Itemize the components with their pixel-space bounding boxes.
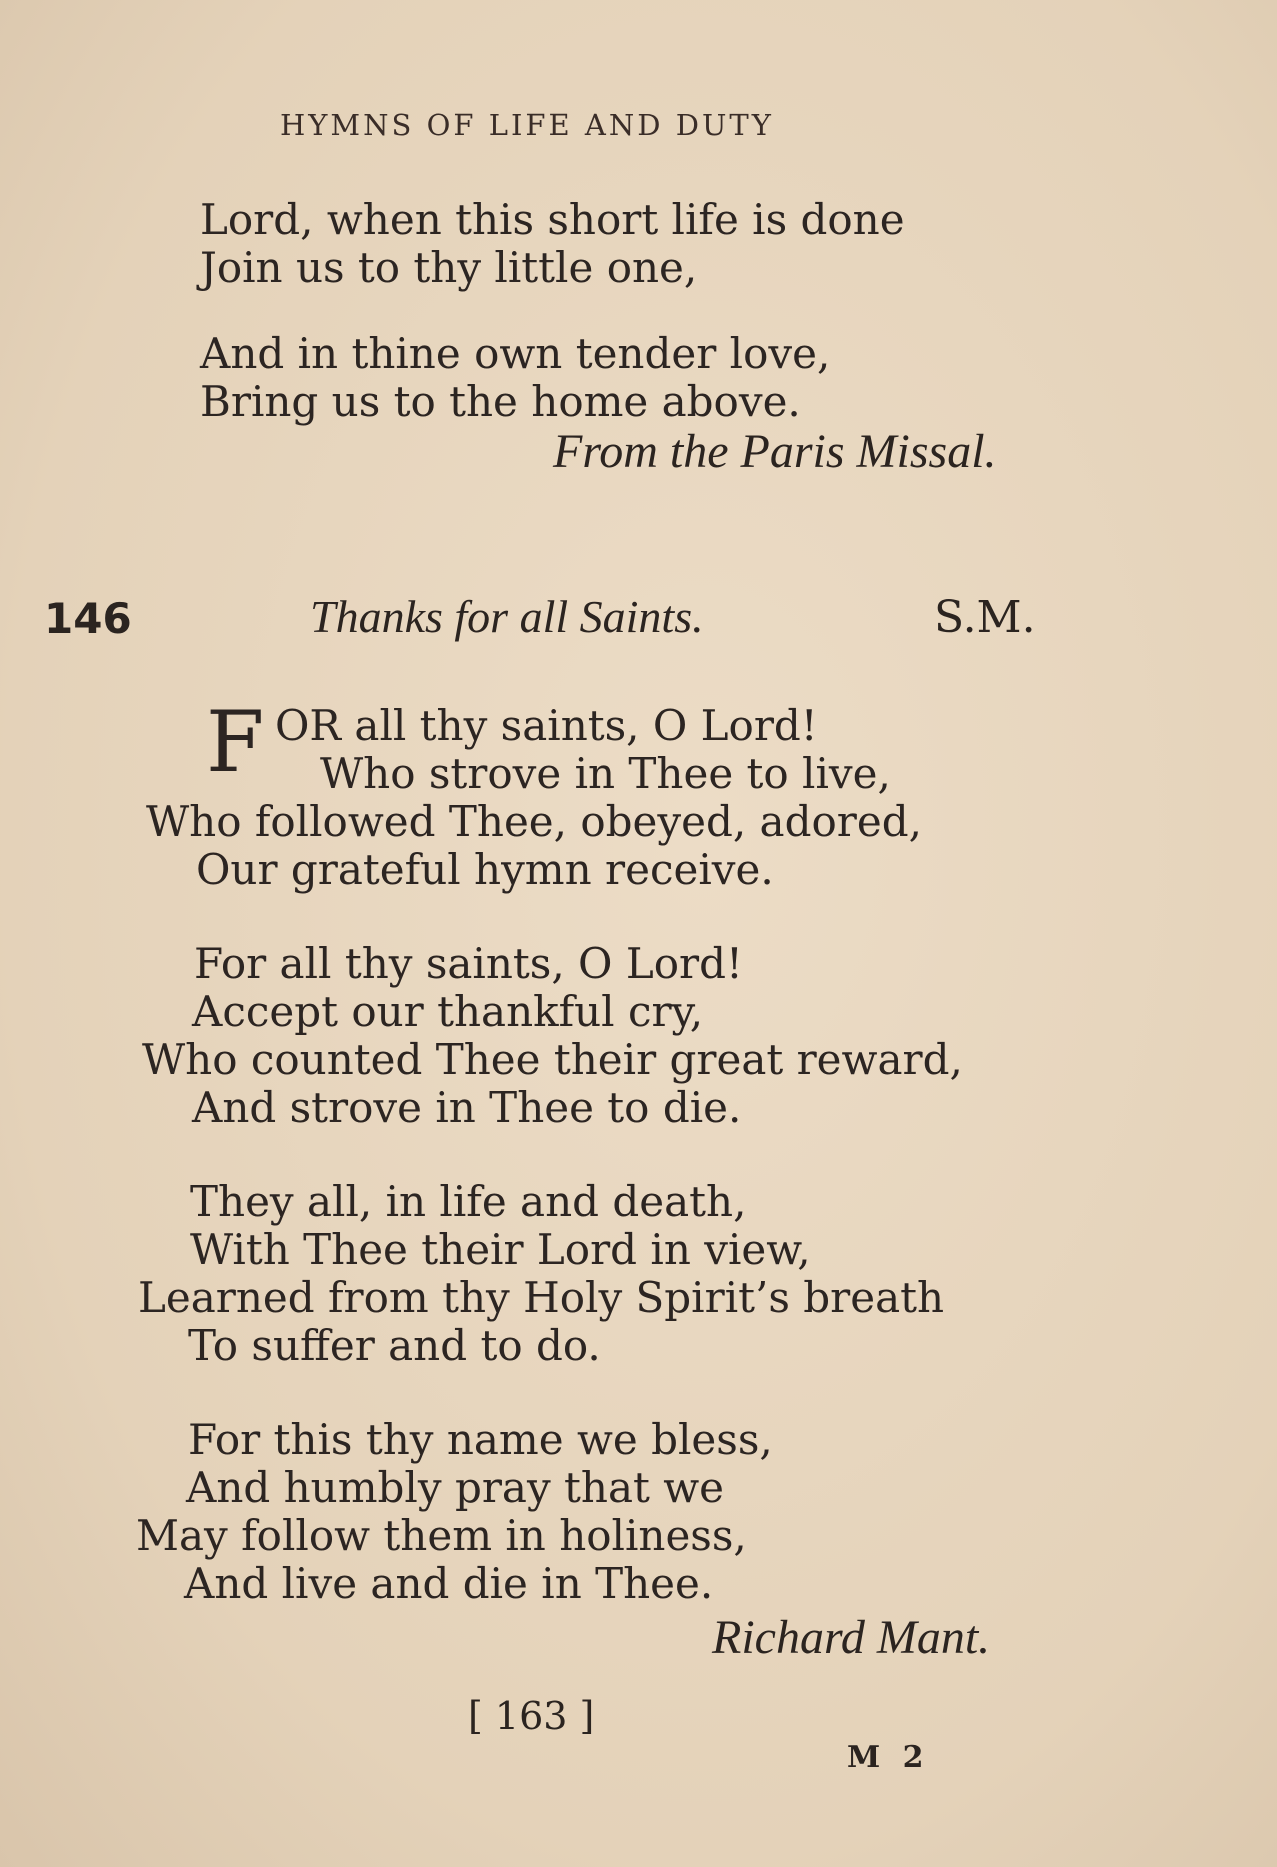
verse-line: Bring us to the home above. — [200, 377, 801, 426]
verse-line: Accept our thankful cry, — [192, 987, 704, 1036]
running-header: HYMNS OF LIFE AND DUTY — [280, 108, 774, 142]
verse-line: And strove in Thee to die. — [192, 1083, 742, 1132]
verse-line: Lord, when this short life is done — [200, 195, 905, 244]
hymn-meter: S.M. — [934, 592, 1036, 643]
hymn-title: Thanks for all Saints. — [310, 591, 704, 642]
page-number: [ 163 ] — [468, 1694, 595, 1738]
signature-mark: M 2 — [847, 1740, 930, 1775]
verse-line: To suffer and to do. — [188, 1321, 601, 1370]
verse-line: Who strove in Thee to live, — [320, 749, 891, 798]
verse-line: With Thee their Lord in view, — [190, 1225, 811, 1274]
hymn-number: 146 — [44, 594, 132, 643]
hymn-author: Richard Mant. — [712, 1611, 991, 1664]
drop-cap: F — [206, 693, 265, 791]
verse-line: Who counted Thee their great reward, — [142, 1035, 963, 1084]
verse-line: And humbly pray that we — [186, 1463, 725, 1512]
verse-line: And in thine own tender love, — [200, 329, 831, 378]
verse-line: May follow them in holiness, — [136, 1511, 747, 1560]
verse-line: Learned from thy Holy Spirit’s breath — [138, 1273, 945, 1322]
verse-line: For this thy name we bless, — [188, 1415, 773, 1464]
verse-line: And live and die in Thee. — [184, 1559, 714, 1608]
verse-line: Who followed Thee, obeyed, adored, — [146, 797, 922, 846]
verse-line: They all, in life and death, — [190, 1177, 747, 1226]
hymn-source-attribution: From the Paris Missal. — [553, 425, 997, 478]
verse-line: For all thy saints, O Lord! — [194, 939, 743, 988]
verse-line-first: OR all thy saints, O Lord! — [275, 701, 818, 750]
verse-line: Our grateful hymn receive. — [196, 845, 774, 894]
verse-line: Join us to thy little one, — [200, 243, 698, 292]
